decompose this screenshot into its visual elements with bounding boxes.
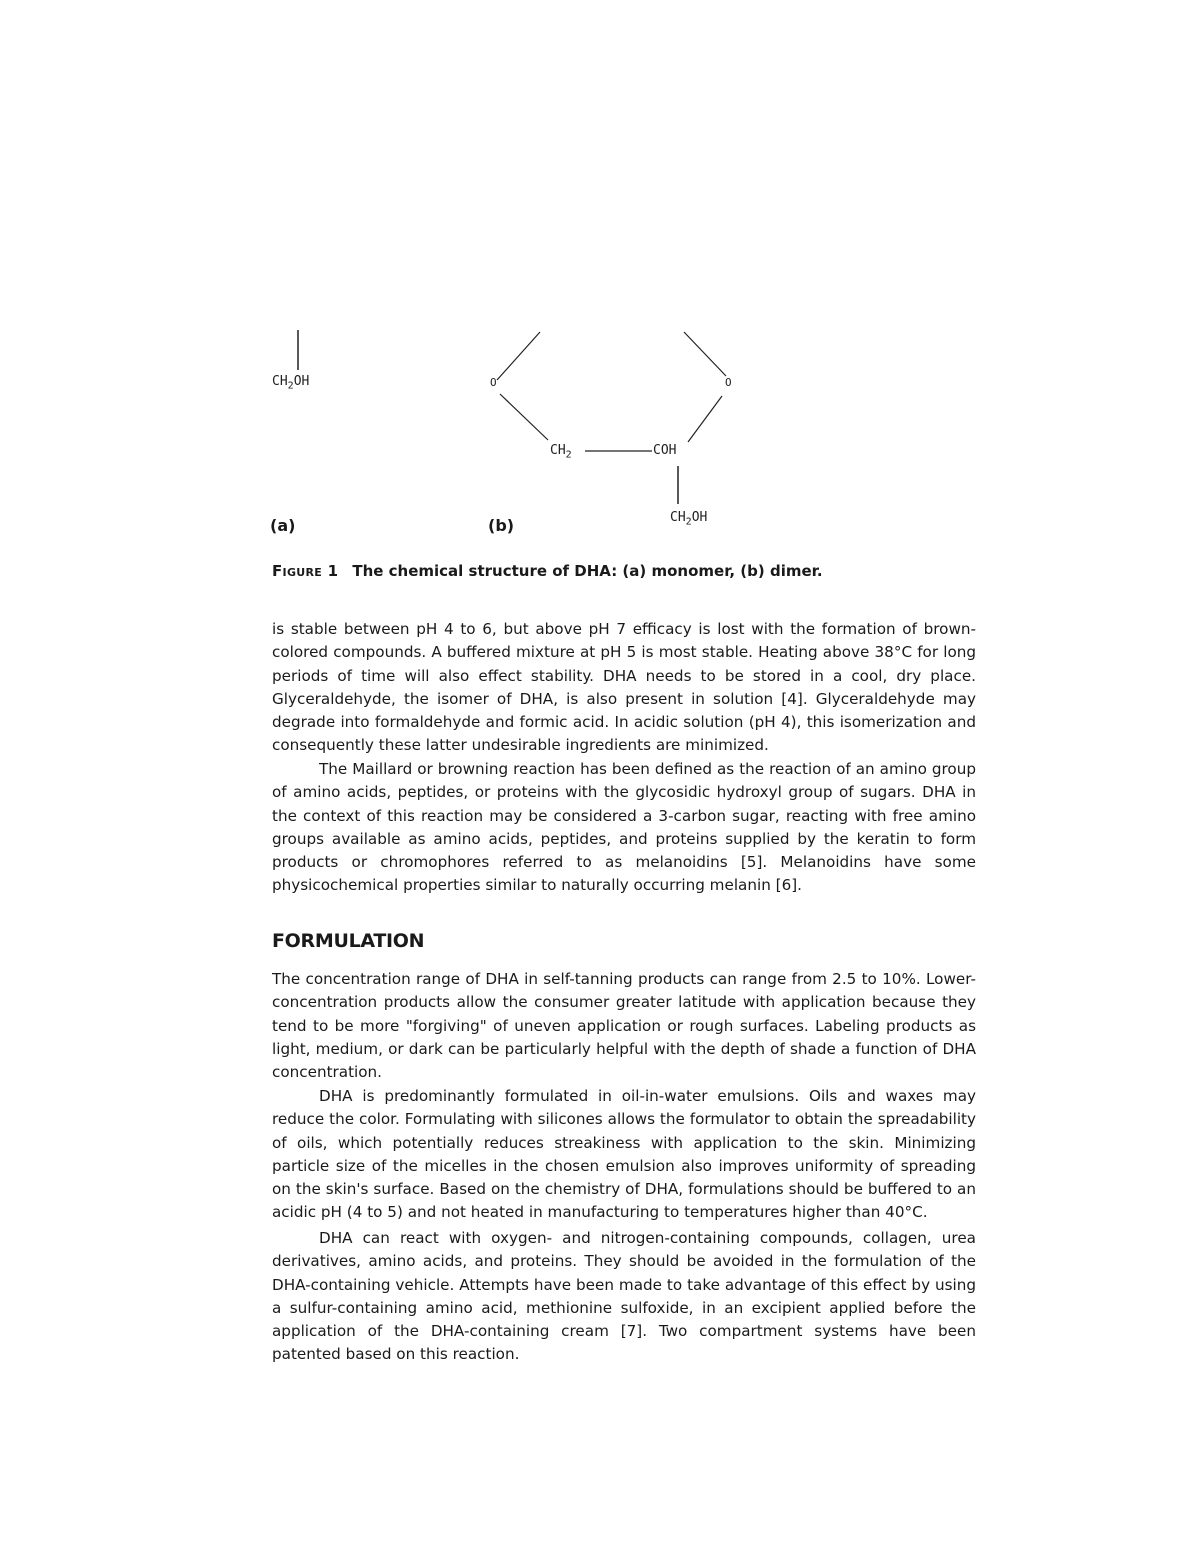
structure-bonds [260, 320, 820, 550]
paragraph-maillard: The Maillard or browning reaction has been defined as the reaction of an amino group of amino acids, peptides, or proteins with the glycosidic hydroxyl group of sugars. DHA in the context of this reaction may be considered a 3-carbon sugar, reacting with free amino groups available as amino acids, peptides, and proteins supplied by the keratin to form products or chromophores referred to as melanoidins [5]. Melanoidins have some physicochemical properties similar to naturally occurring melanin [6]. [272, 760, 976, 895]
dimer-ch2oh-label: $CH_2OH$ [670, 510, 708, 528]
figure-caption [272, 562, 823, 580]
paragraph-stability: is stable between pH 4 to 6, but above pH 7 efficacy is lost with the formation of brown-colored compounds. A buffered mixture at pH 5 is most stable. Heating above 38°C for long periods of time will also effect stability. DHA needs to be stored in a cool, dry place. Glyceraldehyde, the isomer of DHA, is also present in solution [4]. Glyceraldehyde may degrade into formaldehyde and formic acid. In acidic solution (pH 4), this isomerization and consequently these latter undesirable ingredients are minimized. [272, 620, 976, 755]
ring-bond-coh-o [688, 396, 722, 442]
ring-bond-o-ch2 [500, 394, 548, 440]
ring-oxygen-left-label: O [490, 376, 497, 389]
ring-coh-label: COH [653, 443, 677, 458]
ring-oxygen-right-label: O [725, 376, 732, 389]
paragraph-reactions: DHA can react with oxygen- and nitrogen-containing compounds, collagen, urea derivatives, amino acids, and proteins. They should be avoided in the formulation of the DHA-containing vehicle. Attempts have been made to take advantage of this effect by using a sulfur-containing amino acid, methionine sulfoxide, in an excipient applied before the application of the DHA-containing cream [7]. Two compartment systems have been patented based on this reaction. [272, 1229, 976, 1364]
panel-a-label: (a) [270, 516, 296, 535]
figure-caption-text: The chemical structure of DHA: (a) monomer, (b) dimer. [352, 562, 823, 580]
paragraph-emulsions: DHA is predominantly formulated in oil-in-water emulsions. Oils and waxes may reduce the color. Formulating with silicones allows the formulator to obtain the spreadability of oils, which potentially reduces streakiness with application to the skin. Minimizing particle size of the micelles in the chosen emulsion also improves uniformity of spreading on the skin's surface. Based on the chemistry of DHA, formulations should be buffered to an acidic pH (4 to 5) and not heated in manufacturing to temperatures higher than 40°C. [272, 1087, 976, 1222]
paragraph-concentration: The concentration range of DHA in self-tanning products can range from 2.5 to 10%. Lower-concentration products allow the consumer greater latitude with application because they tend to be more "forgiving" of uneven application or rough surfaces. Labeling products as light, medium, or dark can be particularly helpful with the depth of shade a function of DHA concentration. [272, 970, 976, 1082]
figure-number: Figure 1 [272, 562, 339, 580]
ring-bond-upper-left [497, 332, 540, 380]
monomer-ch2oh-label: $CH_2OH$ [272, 374, 310, 392]
section-heading-formulation: FORMULATION [272, 930, 425, 952]
chemical-structure-figure [260, 320, 820, 550]
ring-ch2-label: $CH_2$ [550, 443, 572, 461]
panel-b-label: (b) [488, 516, 515, 535]
ring-bond-upper-right [684, 332, 726, 376]
